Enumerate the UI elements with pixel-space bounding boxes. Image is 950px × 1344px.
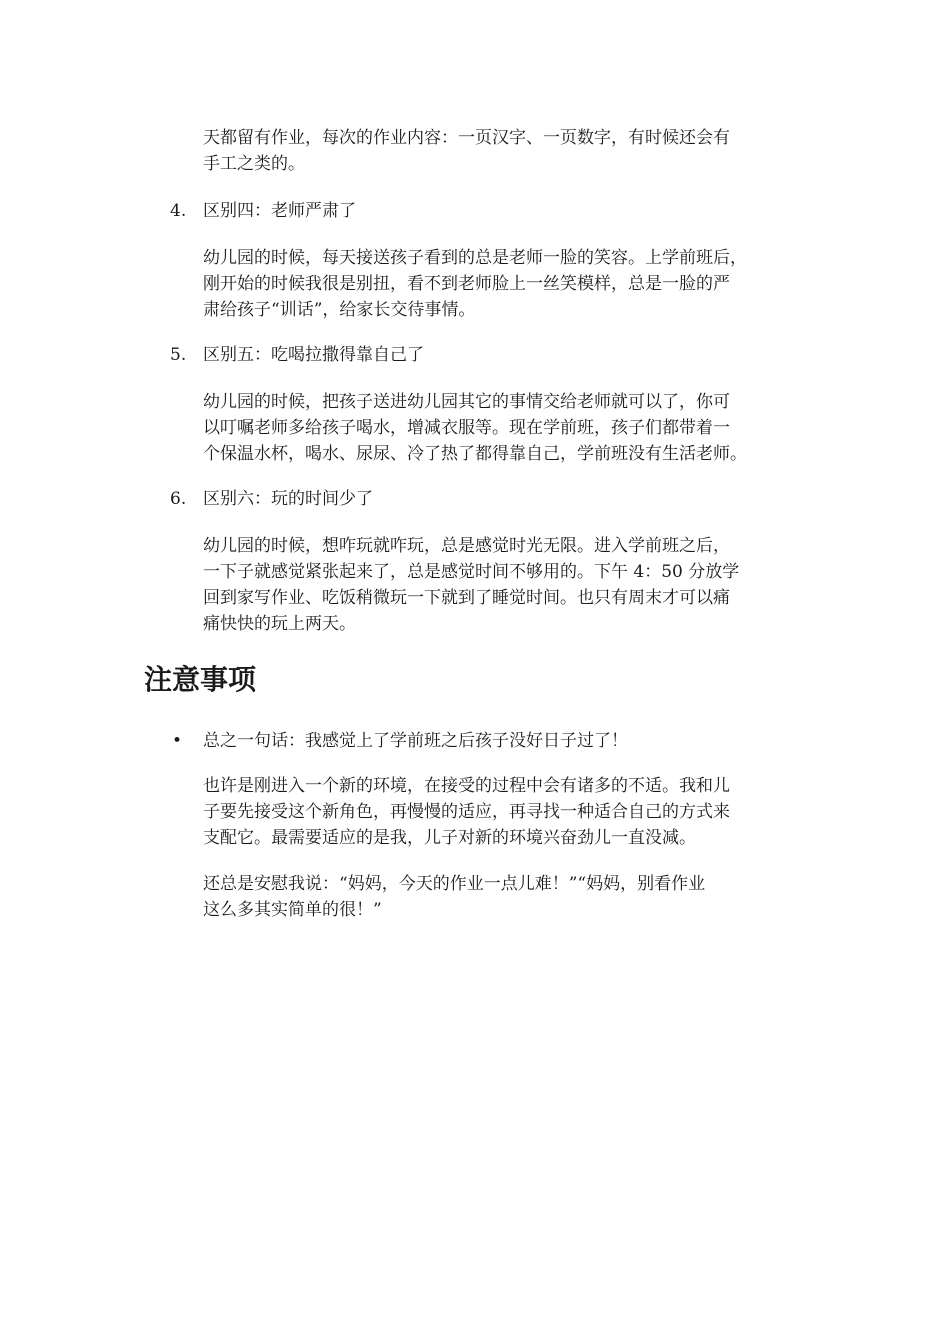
section-heading: 注意事项 — [144, 663, 257, 696]
list-item-5-body: 幼儿园的时候，把孩子送进幼儿园其它的事情交给老师就可以了，你可 以叮嘱老师多给孩子喝水，增减衣服等。现在学前班，孩子们都带着一 个保温水杯，喝水、尿尿、冷了热了都得靠自己，学前班没有生活老师。 — [203, 392, 747, 464]
list-item-5 — [170, 342, 424, 368]
bullet-paragraph-1: 也许是刚进入一个新的环境，在接受的过程中会有诸多的不适。我和儿 子要先接受这个新角色，再慢慢的适应，再寻找一种适合自己的方式来 支配它。最需要适应的是我，儿子对新的环境兴奋劲儿一直没减。 — [203, 776, 730, 848]
continued-paragraph: 天都留有作业，每次的作业内容：一页汉字、一页数字，有时候还会有 手工之类的。 — [203, 128, 730, 174]
list-item-title: 区别五：吃喝拉撒得靠自己了 — [203, 345, 424, 365]
list-number: 4. — [170, 201, 187, 221]
list-item-4 — [170, 198, 356, 224]
list-item-title: 区别六：玩的时间少了 — [203, 489, 373, 509]
list-item-title: 区别四：老师严肃了 — [203, 201, 356, 221]
list-number: 6. — [170, 489, 187, 509]
bullet-paragraph-2: 还总是安慰我说：“妈妈，今天的作业一点儿难！”“妈妈，别看作业 这么多其实简单的很！” — [203, 874, 706, 920]
bullet-item — [172, 728, 628, 754]
bullet-symbol: • — [172, 731, 183, 751]
list-item-6 — [170, 486, 373, 512]
list-number: 5. — [170, 345, 187, 365]
list-item-4-body: 幼儿园的时候，每天接送孩子看到的总是老师一脸的笑容。上学前班后， 刚开始的时候我很是别扭，看不到老师脸上一丝笑模样，总是一脸的严 肃给孩子“训话”，给家长交待事情。 — [203, 248, 747, 320]
list-item-6-body: 幼儿园的时候，想咋玩就咋玩，总是感觉时光无限。进入学前班之后， 一下子就感觉紧张起来了，总是感觉时间不够用的。下午 4：50 分放学 回到家写作业、吃饭稍微玩一下就到了睡觉时间。也只有周末才可以痛 痛快快的玩上两天。 — [203, 536, 740, 634]
bullet-text: 总之一句话：我感觉上了学前班之后孩子没好日子过了！ — [203, 731, 628, 751]
